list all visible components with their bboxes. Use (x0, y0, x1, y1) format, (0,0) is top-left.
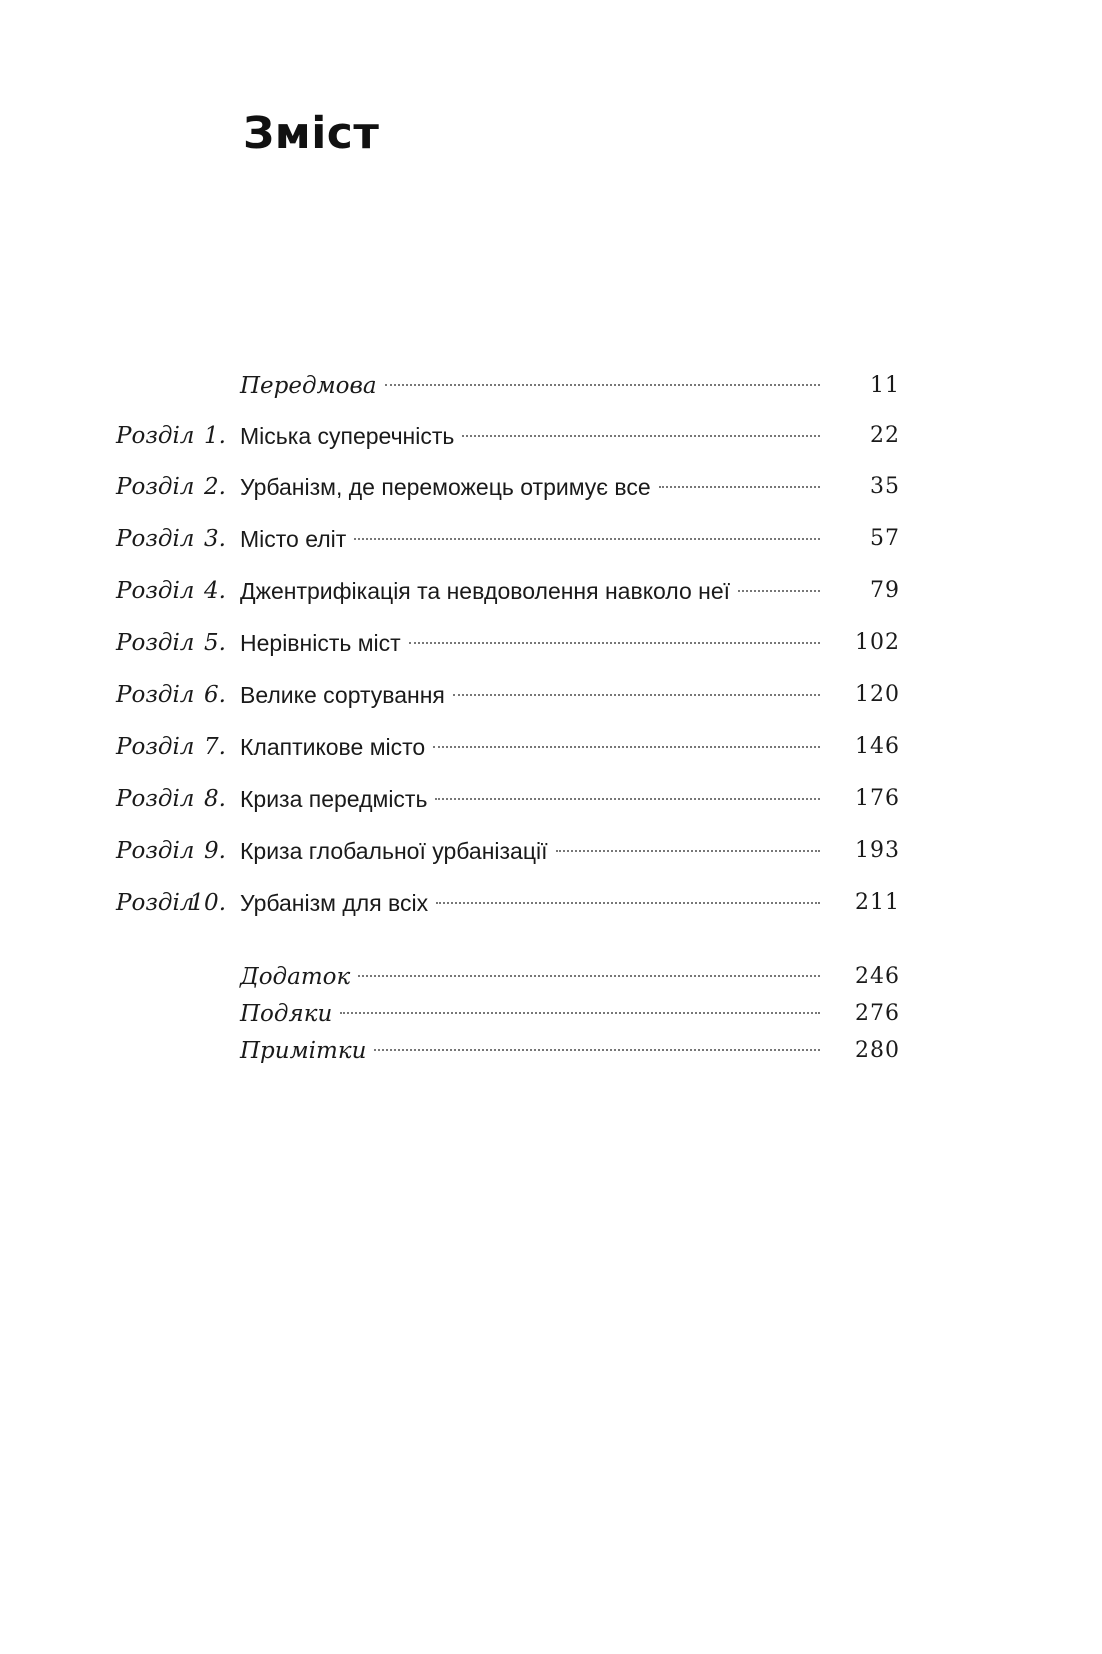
dot-leader (738, 588, 820, 592)
chapter-word: Розділ (116, 786, 195, 812)
dot-leader (340, 1010, 820, 1014)
toc-entry-chapter-4[interactable] (0, 573, 1102, 609)
toc-entry-title: Місто еліт (240, 526, 347, 552)
toc-entry-title: Урбанізм для всіх (240, 890, 429, 916)
chapter-number: 5. (204, 630, 226, 656)
toc-page-number: 11 (870, 373, 900, 398)
toc-entry-acknowledgements[interactable] (0, 996, 1102, 1032)
toc-entry-title: Клаптикове місто (240, 734, 426, 760)
toc-entry-body (240, 729, 820, 765)
toc-entry-chapter-3[interactable] (0, 521, 1102, 557)
toc-page-number: 35 (870, 474, 900, 499)
toc-page-number: 246 (855, 964, 900, 989)
toc-entry-body (240, 573, 820, 609)
dot-leader (358, 973, 820, 977)
chapter-number: 10. (189, 890, 226, 916)
toc-entry-body (240, 833, 820, 869)
chapter-word: Розділ (116, 578, 195, 604)
toc-entry-title: Додаток (240, 964, 351, 990)
toc-page-number: 176 (855, 786, 900, 811)
toc-entry-title: Джентрифікація та невдоволення навколо неї (240, 578, 731, 604)
chapter-word: Розділ (116, 734, 195, 760)
chapter-number: 1. (204, 423, 226, 449)
chapter-word: Розділ (116, 890, 195, 916)
dot-leader (659, 484, 820, 488)
chapter-number: 7. (204, 734, 226, 760)
toc-entry-title: Подяки (240, 1001, 333, 1027)
toc-page-number: 22 (870, 423, 900, 448)
toc-entry-chapter-1[interactable] (0, 418, 1102, 454)
toc-entry-title: Урбанізм, де переможець отримує все (240, 474, 651, 500)
toc-entry-body (240, 677, 820, 713)
toc-entry-body (240, 625, 820, 661)
toc-entry-title: Міська суперечність (240, 423, 455, 449)
toc-entry-chapter-10[interactable] (0, 885, 1102, 921)
toc-entry-body (240, 996, 820, 1032)
chapter-number: 2. (204, 474, 226, 500)
chapter-word: Розділ (116, 682, 195, 708)
toc-entry-body (240, 1033, 820, 1069)
chapter-word: Розділ (116, 474, 195, 500)
toc-entry-title: Криза передмість (240, 786, 428, 812)
toc-entry-body (240, 469, 820, 505)
toc-entry-title: Примітки (240, 1038, 367, 1064)
dot-leader (436, 900, 820, 904)
toc-entry-chapter-2[interactable] (0, 469, 1102, 505)
chapter-word: Розділ (116, 526, 195, 552)
dot-leader (435, 796, 820, 800)
dot-leader (385, 382, 820, 386)
toc-entry-title: Криза глобальної урбанізації (240, 838, 548, 864)
dot-leader (354, 536, 820, 540)
toc-entry-title: Передмова (240, 373, 377, 399)
toc-page-number: 79 (870, 578, 900, 603)
toc-page-number: 146 (855, 734, 900, 759)
chapter-word: Розділ (116, 423, 195, 449)
chapter-word: Розділ (116, 838, 195, 864)
toc-entry-chapter-6[interactable] (0, 677, 1102, 713)
toc-entry-notes[interactable] (0, 1033, 1102, 1069)
dot-leader (462, 433, 820, 437)
toc-page-number: 102 (855, 630, 900, 655)
chapter-word: Розділ (116, 630, 195, 656)
toc-entry-title: Нерівність міст (240, 630, 401, 656)
toc-page-number: 211 (855, 890, 900, 915)
toc-entry-body (240, 521, 820, 557)
toc-entry-body (240, 885, 820, 921)
chapter-number: 6. (204, 682, 226, 708)
toc-page-number: 276 (855, 1001, 900, 1026)
dot-leader (374, 1047, 820, 1051)
toc-entry-chapter-5[interactable] (0, 625, 1102, 661)
dot-leader (409, 640, 820, 644)
toc-entry-appendix[interactable] (0, 959, 1102, 995)
toc-entry-body (240, 368, 820, 404)
toc-entry-body (240, 781, 820, 817)
chapter-number: 9. (204, 838, 226, 864)
dot-leader (433, 744, 820, 748)
chapter-number: 4. (204, 578, 226, 604)
toc-page-number: 120 (855, 682, 900, 707)
toc-entry-title: Велике сортування (240, 682, 445, 708)
toc-entry-chapter-8[interactable] (0, 781, 1102, 817)
toc-entry-preface[interactable] (0, 368, 1102, 404)
dot-leader (556, 848, 820, 852)
toc-page-number: 57 (870, 526, 900, 551)
chapter-number: 8. (204, 786, 226, 812)
chapter-number: 3. (204, 526, 226, 552)
toc-entry-chapter-7[interactable] (0, 729, 1102, 765)
toc-entry-body (240, 418, 820, 454)
toc-page-number: 193 (855, 838, 900, 863)
toc-entry-body (240, 959, 820, 995)
toc-page-number: 280 (855, 1038, 900, 1063)
toc-entry-chapter-9[interactable] (0, 833, 1102, 869)
page-title: Зміст (243, 108, 380, 159)
dot-leader (453, 692, 820, 696)
